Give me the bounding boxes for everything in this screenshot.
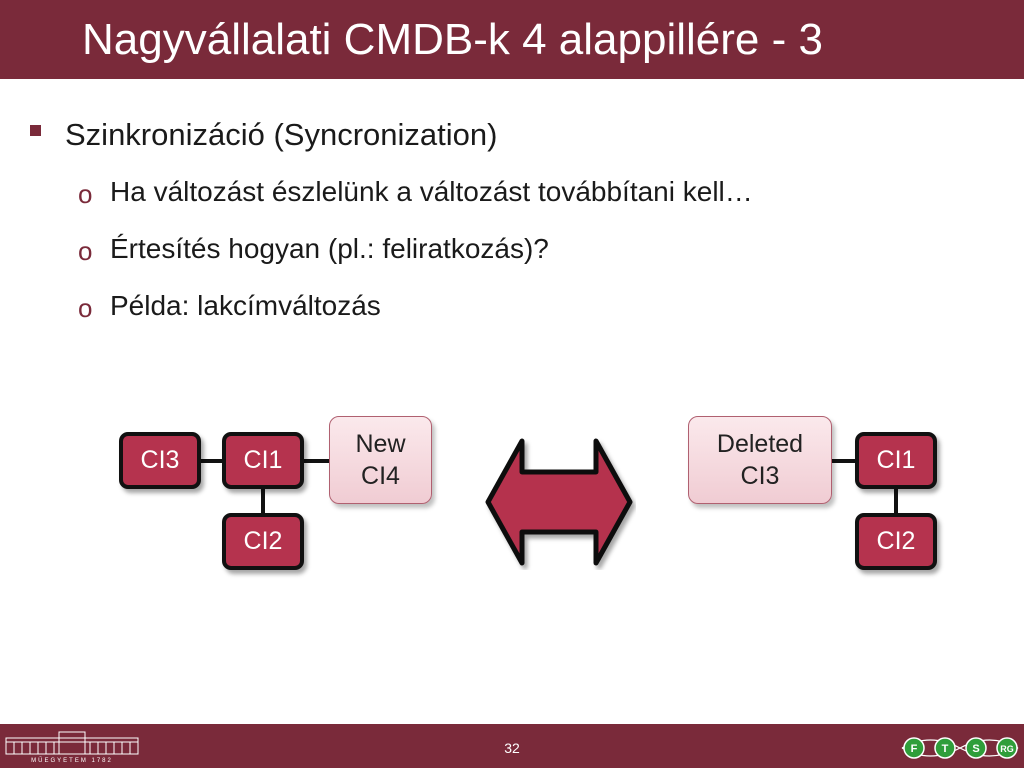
double-arrow-icon [484,436,636,570]
svg-text:F: F [910,743,918,755]
svg-text:MŰEGYETEM 1782: MŰEGYETEM 1782 [31,758,113,764]
circle-bullet-icon: o [78,293,93,323]
title-bar [0,0,1024,79]
bullet-text: Szinkronizáció (Syncronization) [65,117,498,152]
sub-bullet-text: Ha változást észlelünk a változást továbbítani kell… [110,176,753,207]
node-label-line1: New [355,430,406,458]
footer-bar [0,724,1024,768]
node-ci1: CI1 [222,432,304,489]
node-ci1: CI1 [855,432,937,489]
sub-bullet-text: Értesítés hogyan (pl.: feliratkozás)? [110,233,549,264]
svg-text:S: S [972,743,980,755]
circle-bullet-icon: o [78,179,93,209]
node-ci3: CI3 [119,432,201,489]
node-new-ci4 [329,416,432,504]
node-label-line1: Deleted [716,430,804,458]
svg-text:RG: RG [1000,744,1014,754]
circle-bullet-icon: o [78,236,93,266]
svg-text:T: T [941,743,949,755]
square-bullet-icon [30,125,41,136]
slide-title: Nagyvállalati CMDB-k 4 alappillére - 3 [82,15,823,64]
sub-bullet-text: Példa: lakcímváltozás [110,290,381,321]
node-deleted-ci3 [688,416,832,504]
node-ci2: CI2 [855,513,937,570]
node-label-line2: CI4 [361,462,400,490]
node-ci2: CI2 [222,513,304,570]
edge-ci1-ci4 [300,459,332,463]
group-logo [900,734,1020,762]
node-label-line2: CI3 [740,462,780,490]
page-number: 32 [504,740,520,756]
